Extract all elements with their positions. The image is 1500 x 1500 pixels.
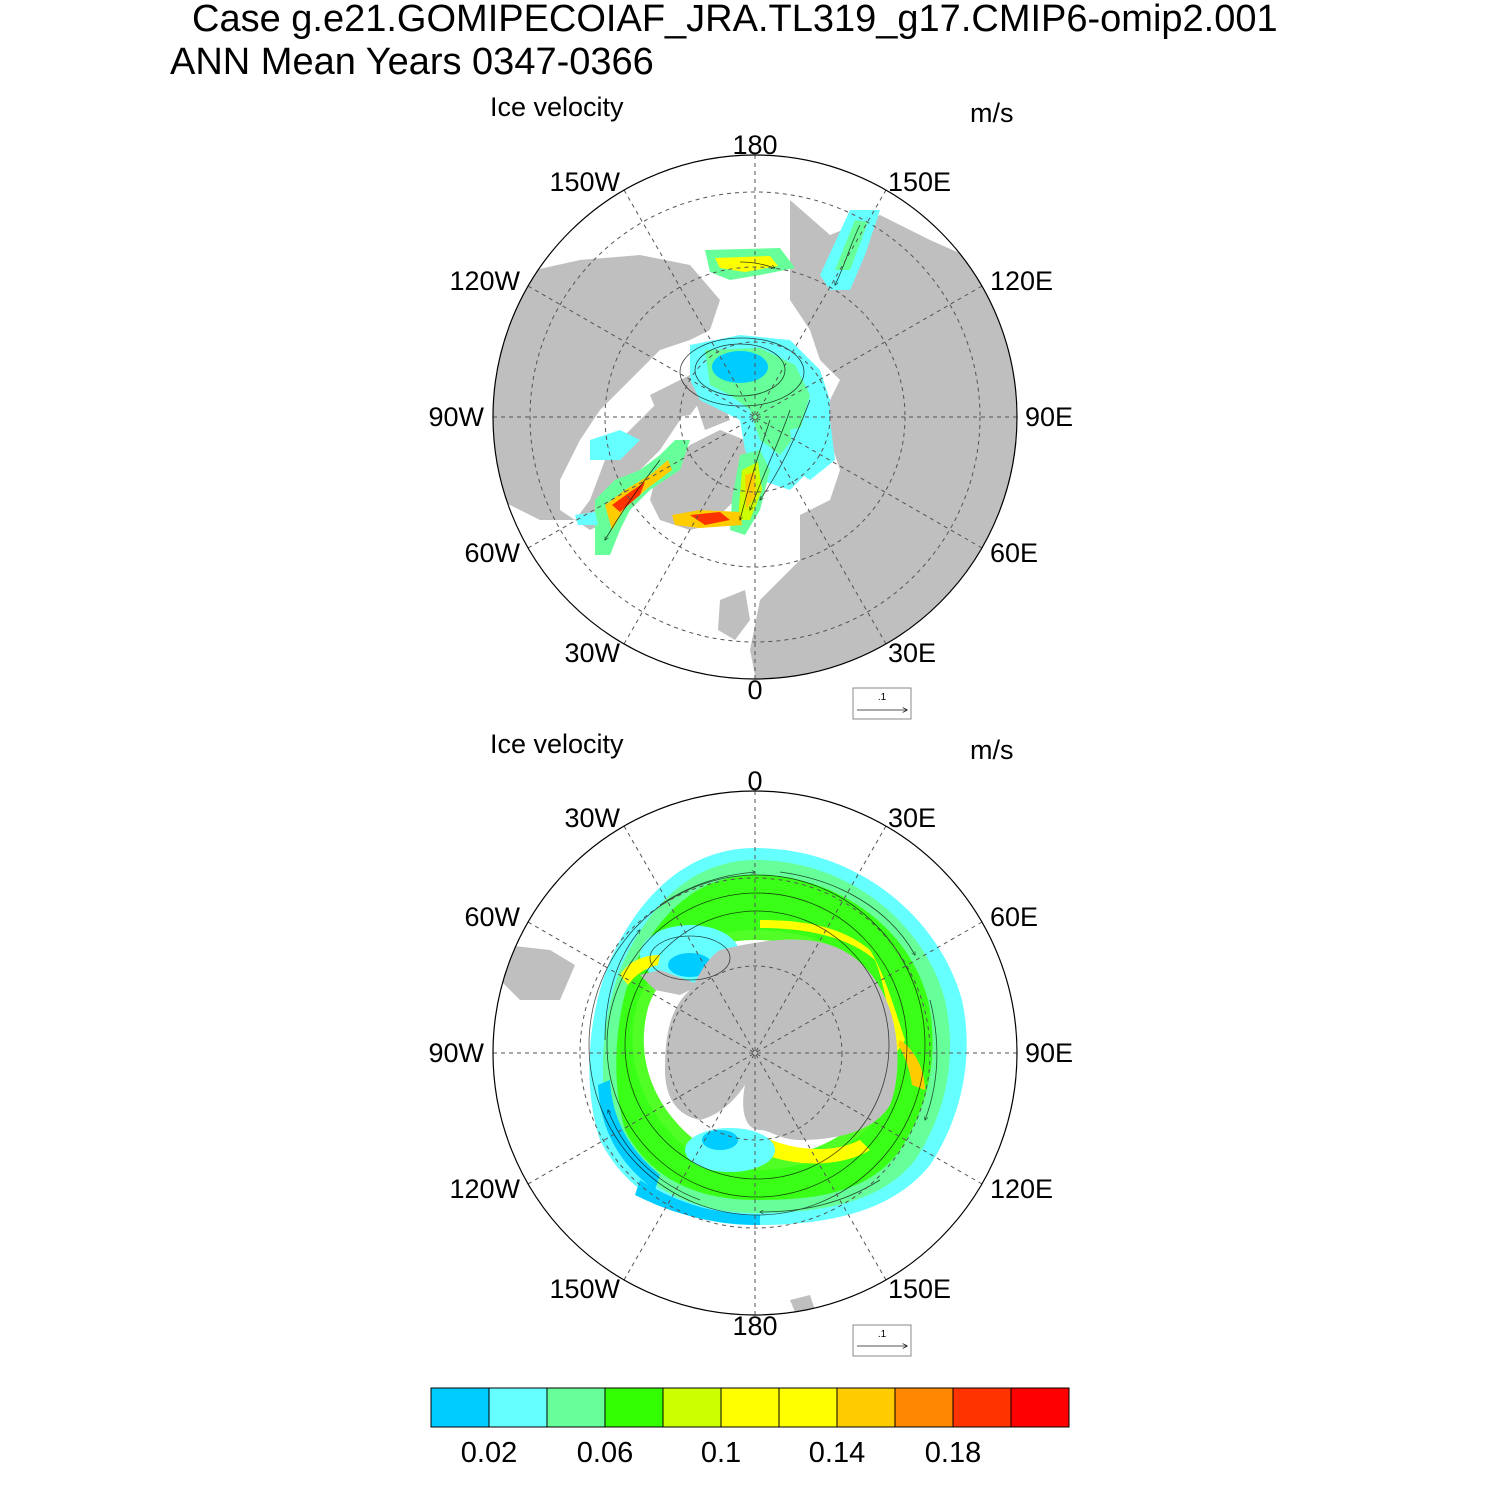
south-lon-label: 60E <box>990 902 1039 932</box>
north-lon-label: 30E <box>888 638 937 668</box>
north-panel-units: m/s <box>970 98 1014 128</box>
north-reference-vector <box>853 688 911 719</box>
north-lon-label: 90W <box>428 402 484 432</box>
south-lon-label: 90E <box>1025 1038 1074 1068</box>
north-lon-label: 120W <box>449 266 520 296</box>
colorbar-tick-labels <box>461 1437 981 1469</box>
north-lon-label: 90E <box>1025 402 1074 432</box>
south-reference-vector <box>853 1325 911 1356</box>
colorbar-tick-label: 0.14 <box>808 1437 866 1469</box>
south-reference-vector-label: .1 <box>877 1329 887 1340</box>
south-lon-label: 0 <box>747 766 763 796</box>
figure-title-case: Case g.e21.GOMIPECOIAF_JRA.TL319_g17.CMIP6-omip2.001 <box>192 0 1278 40</box>
colorbar-box <box>1011 1388 1069 1427</box>
north-lon-label: 60E <box>990 538 1039 568</box>
south-lon-label: 60W <box>464 902 520 932</box>
colorbar-tick-label: 0.1 <box>700 1437 742 1469</box>
colorbar-box <box>489 1388 547 1427</box>
colorbar-box <box>953 1388 1011 1427</box>
colorbar <box>431 1388 1069 1469</box>
south-lon-label: 90W <box>428 1038 484 1068</box>
north-lon-label: 180 <box>732 130 778 160</box>
colorbar-box <box>721 1388 779 1427</box>
colorbar-box <box>779 1388 837 1427</box>
south-lon-label: 180 <box>732 1311 778 1341</box>
north-panel-title: Ice velocity <box>490 92 624 122</box>
colorbar-tick-label: 0.18 <box>924 1437 982 1469</box>
south-lon-label: 30E <box>888 803 937 833</box>
south-panel-units: m/s <box>970 735 1014 765</box>
south-lon-label: 30W <box>564 803 620 833</box>
north-lon-label: 30W <box>564 638 620 668</box>
north-lon-label: 150E <box>888 167 952 197</box>
colorbar-box <box>431 1388 489 1427</box>
colorbar-tick-label: 0.06 <box>576 1437 634 1469</box>
colorbar-box <box>663 1388 721 1427</box>
south-polar-map <box>428 766 1073 1356</box>
south-lon-label: 120W <box>449 1174 520 1204</box>
north-lon-label: 0 <box>747 675 763 705</box>
colorbar-boxes <box>431 1388 1069 1427</box>
south-lon-label: 120E <box>990 1174 1054 1204</box>
north-polar-map <box>428 130 1073 719</box>
south-panel-title: Ice velocity <box>490 729 624 759</box>
colorbar-box <box>895 1388 953 1427</box>
figure-title-period: ANN Mean Years 0347-0366 <box>170 41 654 83</box>
colorbar-box <box>837 1388 895 1427</box>
north-lon-label: 60W <box>464 538 520 568</box>
north-reference-vector-label: .1 <box>877 692 887 703</box>
south-lon-label: 150W <box>549 1274 620 1304</box>
north-lon-label: 120E <box>990 266 1054 296</box>
colorbar-box <box>547 1388 605 1427</box>
north-lon-label: 150W <box>549 167 620 197</box>
colorbar-box <box>605 1388 663 1427</box>
south-lon-label: 150E <box>888 1274 952 1304</box>
colorbar-tick-label: 0.02 <box>460 1437 518 1469</box>
